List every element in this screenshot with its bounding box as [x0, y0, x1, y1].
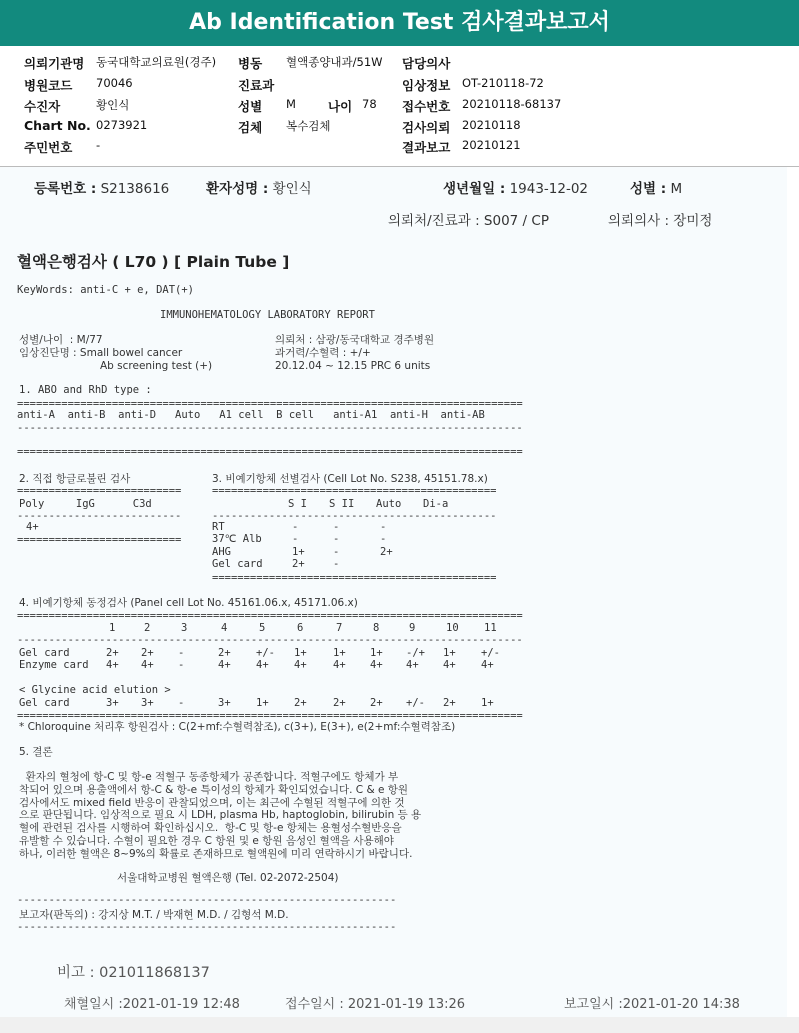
- patient-name: 환자성명 : 황인식: [206, 181, 312, 197]
- panel-col-header: 7: [336, 622, 343, 634]
- panel-cell: 2+: [106, 647, 119, 659]
- age-label: 나이: [328, 99, 353, 114]
- conclusion-line: 유발할 수 있습니다. 수혈이 필요한 경우 C 항원 및 e 항원 음성인 혈액을 사용해야: [19, 835, 394, 847]
- dat-headers: Poly IgG C3d: [19, 498, 152, 510]
- screen-cell: -: [292, 521, 299, 533]
- abo-title: 1. ABO and RhD type :: [19, 384, 152, 396]
- panel-col-header: 9: [409, 622, 416, 634]
- clinical-info-value: OT-210118-72: [462, 76, 544, 90]
- conclusion-title: 5. 결론: [19, 746, 53, 758]
- panel-col-header: 1: [109, 622, 116, 634]
- panel-col-header: 8: [373, 622, 380, 634]
- panel-row-label: Enzyme card: [19, 659, 89, 671]
- rule: ================================================================================: [17, 446, 523, 458]
- screen-row-label: AHG: [212, 545, 231, 558]
- dat-values: 4+: [26, 521, 39, 533]
- panel-cell: -/+: [406, 647, 425, 659]
- conclusion-line: 검사에서도 mixed field 반응이 관찰되었으며, 이는 최근에 수혈된 적혈구에 의한 것: [19, 796, 405, 809]
- screen-header-cell: S I: [288, 498, 307, 510]
- panel-cell: 2+: [218, 647, 231, 659]
- institution-value: 동국대학교의료원(경주): [96, 55, 217, 69]
- id-value: -: [96, 138, 101, 152]
- clinical-info-label: 임상정보: [402, 78, 451, 93]
- screen-cell: 2+: [292, 557, 305, 570]
- screen-row-label: 37℃ Alb: [212, 533, 262, 546]
- sex-label: 성별: [238, 99, 263, 114]
- screen-header-cell: Di-a: [423, 498, 449, 510]
- reg-sex: 성별 : M: [630, 181, 683, 197]
- rule: --------------------------------------------------------------------------------: [17, 422, 523, 434]
- screen-cell: -: [333, 533, 340, 546]
- panel-title: 4. 비예기항체 동정검사 (Panel cell Lot No. 45161.06.x, 45171.06.x): [19, 597, 358, 609]
- glycine-cell: -: [178, 697, 185, 709]
- sex-value: M: [286, 97, 296, 111]
- receipt-no-value: 20210118-68137: [462, 97, 562, 111]
- panel-col-header: 2: [144, 622, 151, 634]
- reporter: 보고자(판독의) : 강지상 M.T. / 박재현 M.D. / 김형석 M.D.: [19, 909, 289, 921]
- glycine-cell: 1+: [256, 697, 269, 709]
- panel-col-header: 4: [221, 622, 228, 634]
- panel-cell: +/-: [256, 647, 275, 659]
- report-date-value: 20210121: [462, 138, 521, 152]
- specimen-value: 복수검체: [286, 119, 331, 133]
- age-value: 78: [362, 97, 377, 111]
- glycine-title: < Glycine acid elution >: [19, 684, 171, 696]
- report-date-label: 결과보고: [402, 140, 451, 155]
- chart-value: 0273921: [96, 118, 148, 132]
- transfusion-history: 과거력/수혈력 : +/+: [275, 347, 371, 359]
- glycine-row-label: Gel card: [19, 697, 70, 709]
- panel-cell: 4+: [106, 659, 119, 671]
- glycine-cell: 3+: [141, 697, 154, 709]
- referral-hospital: 의뢰처 : 삼광/동국대학교 경주병원: [275, 334, 435, 346]
- conclusion-line: 혈에 관련된 검사를 시행하여 확인하십시오. 항-C 및 항-e 항체는 용혈성수혈반응을: [19, 822, 402, 835]
- received-time: 접수일시 : 2021-01-19 13:26: [285, 997, 466, 1012]
- report-title: Ab Identification Test 검사결과보고서: [0, 0, 799, 46]
- dat-title: 2. 직접 항글로불린 검사: [19, 473, 131, 485]
- screen-cell: -: [333, 545, 340, 558]
- doctor-label: 담당의사: [402, 56, 451, 71]
- conclusion-line: 하나, 이러한 혈액은 8~9%의 확률로 존재하므로 혈액원에 미리 연락하시기 바랍니다.: [19, 847, 413, 860]
- sex-age: 성별/나이 : M/77: [19, 334, 103, 346]
- glycine-cell: 2+: [294, 697, 307, 709]
- panel-cell: 4+: [481, 659, 494, 671]
- glycine-cell: 1+: [481, 697, 494, 709]
- conclusion-line: 착되어 있으며 용출액에서 항-C & 항-e 특이성의 항체가 확인되었습니다. C & e 항원: [19, 783, 409, 796]
- panel-col-header: 6: [297, 622, 304, 634]
- glycine-cell: 2+: [370, 697, 383, 709]
- dob: 생년월일 : 1943-12-02: [443, 181, 589, 197]
- panel-cell: 4+: [294, 659, 307, 671]
- screen-header-cell: Auto: [376, 498, 402, 510]
- screen-row-label: RT: [212, 521, 225, 533]
- glycine-cell: 2+: [443, 697, 456, 709]
- glycine-cell: 3+: [106, 697, 119, 709]
- keywords: KeyWords: anti-C + e, DAT(+): [17, 284, 195, 296]
- panel-cell: 2+: [141, 647, 154, 659]
- panel-cell: 1+: [333, 647, 346, 659]
- patient-value: 황인식: [96, 98, 130, 112]
- panel-cell: 4+: [256, 659, 269, 671]
- diagnosis-2: Ab screening test (+): [100, 360, 213, 372]
- panel-cell: 4+: [406, 659, 419, 671]
- dept-label: 진료과: [238, 78, 275, 93]
- panel-col-header: 3: [181, 622, 188, 634]
- panel-cell: 4+: [218, 659, 231, 671]
- request-date-value: 20210118: [462, 118, 521, 132]
- screen-cell: -: [333, 557, 340, 570]
- transfusion-detail: 20.12.04 ~ 12.15 PRC 6 units: [275, 360, 431, 372]
- screen-cell: 2+: [380, 545, 393, 558]
- rule: --------------------------------------------------------------------------------: [17, 634, 523, 646]
- reported-time: 보고일시 :2021-01-20 14:38: [564, 997, 740, 1012]
- hospital-code-label: 병원코드: [24, 78, 73, 93]
- section-title: 혈액은행검사 ( L70 ) [ Plain Tube ]: [17, 253, 290, 271]
- rule: ------------------------------------------------------------: [17, 921, 397, 933]
- rule: ================================================================================: [17, 610, 523, 622]
- panel-col-header: 10: [446, 622, 459, 634]
- screen-cell: -: [292, 533, 299, 546]
- chart-label: Chart No.: [24, 118, 91, 133]
- institution-label: 의뢰기관명: [24, 56, 85, 71]
- panel-cell: -: [178, 659, 185, 671]
- id-label: 주민번호: [24, 140, 73, 155]
- rule: ================================================================================: [17, 398, 523, 410]
- panel-cell: 4+: [333, 659, 346, 671]
- glycine-cell: 3+: [218, 697, 231, 709]
- panel-cell: 4+: [443, 659, 456, 671]
- panel-cell: 1+: [443, 647, 456, 659]
- request-date-label: 검사의뢰: [402, 120, 451, 135]
- lab-title: IMMUNOHEMATOLOGY LABORATORY REPORT: [160, 309, 375, 321]
- ward-label: 병동: [238, 56, 263, 71]
- remark: 비고 : 021011868137: [57, 965, 210, 981]
- panel-cell: 1+: [370, 647, 383, 659]
- panel-row-label: Gel card: [19, 647, 70, 659]
- screen-cell: 1+: [292, 545, 305, 558]
- reg-no: 등록번호 : S2138616: [34, 181, 170, 197]
- screen-title: 3. 비예기항체 선별검사 (Cell Lot No. S238, 45151.78.x): [212, 473, 488, 485]
- rule: ---------------------------------------------: [212, 510, 497, 522]
- lab-name: 서울대학교병원 혈액은행 (Tel. 02-2072-2504): [117, 872, 339, 884]
- rule: ------------------------------------------------------------: [17, 894, 397, 906]
- panel-cell: -: [178, 647, 185, 659]
- panel-cell: +/-: [481, 647, 500, 659]
- ward-value: 혈액종양내과/51W: [286, 55, 383, 69]
- rule: =============================================: [212, 572, 497, 584]
- panel-cell: 4+: [370, 659, 383, 671]
- rule: ==========================: [17, 485, 182, 497]
- screen-cell: -: [380, 521, 387, 533]
- screen-cell: -: [380, 533, 387, 546]
- rule: =============================================: [212, 485, 497, 497]
- panel-col-header: 5: [259, 622, 266, 634]
- specimen-label: 검체: [238, 120, 263, 135]
- report-header: [0, 46, 799, 167]
- screen-cell: -: [333, 521, 340, 533]
- panel-cell: 1+: [294, 647, 307, 659]
- abo-headers: anti-A anti-B anti-D Auto A1 cell B cell anti-A1 anti-H anti-AB: [17, 409, 485, 421]
- rule: --------------------------: [17, 510, 182, 522]
- conclusion-line: 환자의 혈청에 항-C 및 항-e 적혈구 동종항체가 공존합니다. 적혈구에도 항체가 부: [19, 771, 399, 783]
- screen-row-label: Gel card: [212, 557, 263, 570]
- collected-time: 채혈일시 :2021-01-19 12:48: [64, 997, 240, 1012]
- referral-dept: 의뢰처/진료과 : S007 / CP: [388, 213, 549, 229]
- hospital-code-value: 70046: [96, 76, 133, 90]
- chloroquine-note: * Chloroquine 처리후 항원검사 : C(2+mf:수혈력참조), c(3+), E(3+), e(2+mf:수혈력참조): [19, 721, 456, 733]
- rule: ==========================: [17, 534, 182, 546]
- panel-col-header: 11: [484, 622, 497, 634]
- diagnosis-1: 임상진단명 : Small bowel cancer: [19, 347, 183, 359]
- receipt-no-label: 접수번호: [402, 99, 451, 114]
- referring-doctor: 의뢰의사 : 장미정: [608, 213, 713, 229]
- rule: ================================================================================: [17, 710, 523, 722]
- panel-cell: 4+: [141, 659, 154, 671]
- glycine-cell: +/-: [406, 697, 425, 709]
- screen-header-cell: S II: [329, 498, 355, 510]
- glycine-cell: 2+: [333, 697, 346, 709]
- conclusion-line: 으로 판단됩니다. 임상적으로 필요 시 LDH, plasma Hb, haptoglobin, bilirubin 등 용: [19, 809, 422, 822]
- patient-label: 수진자: [24, 99, 61, 114]
